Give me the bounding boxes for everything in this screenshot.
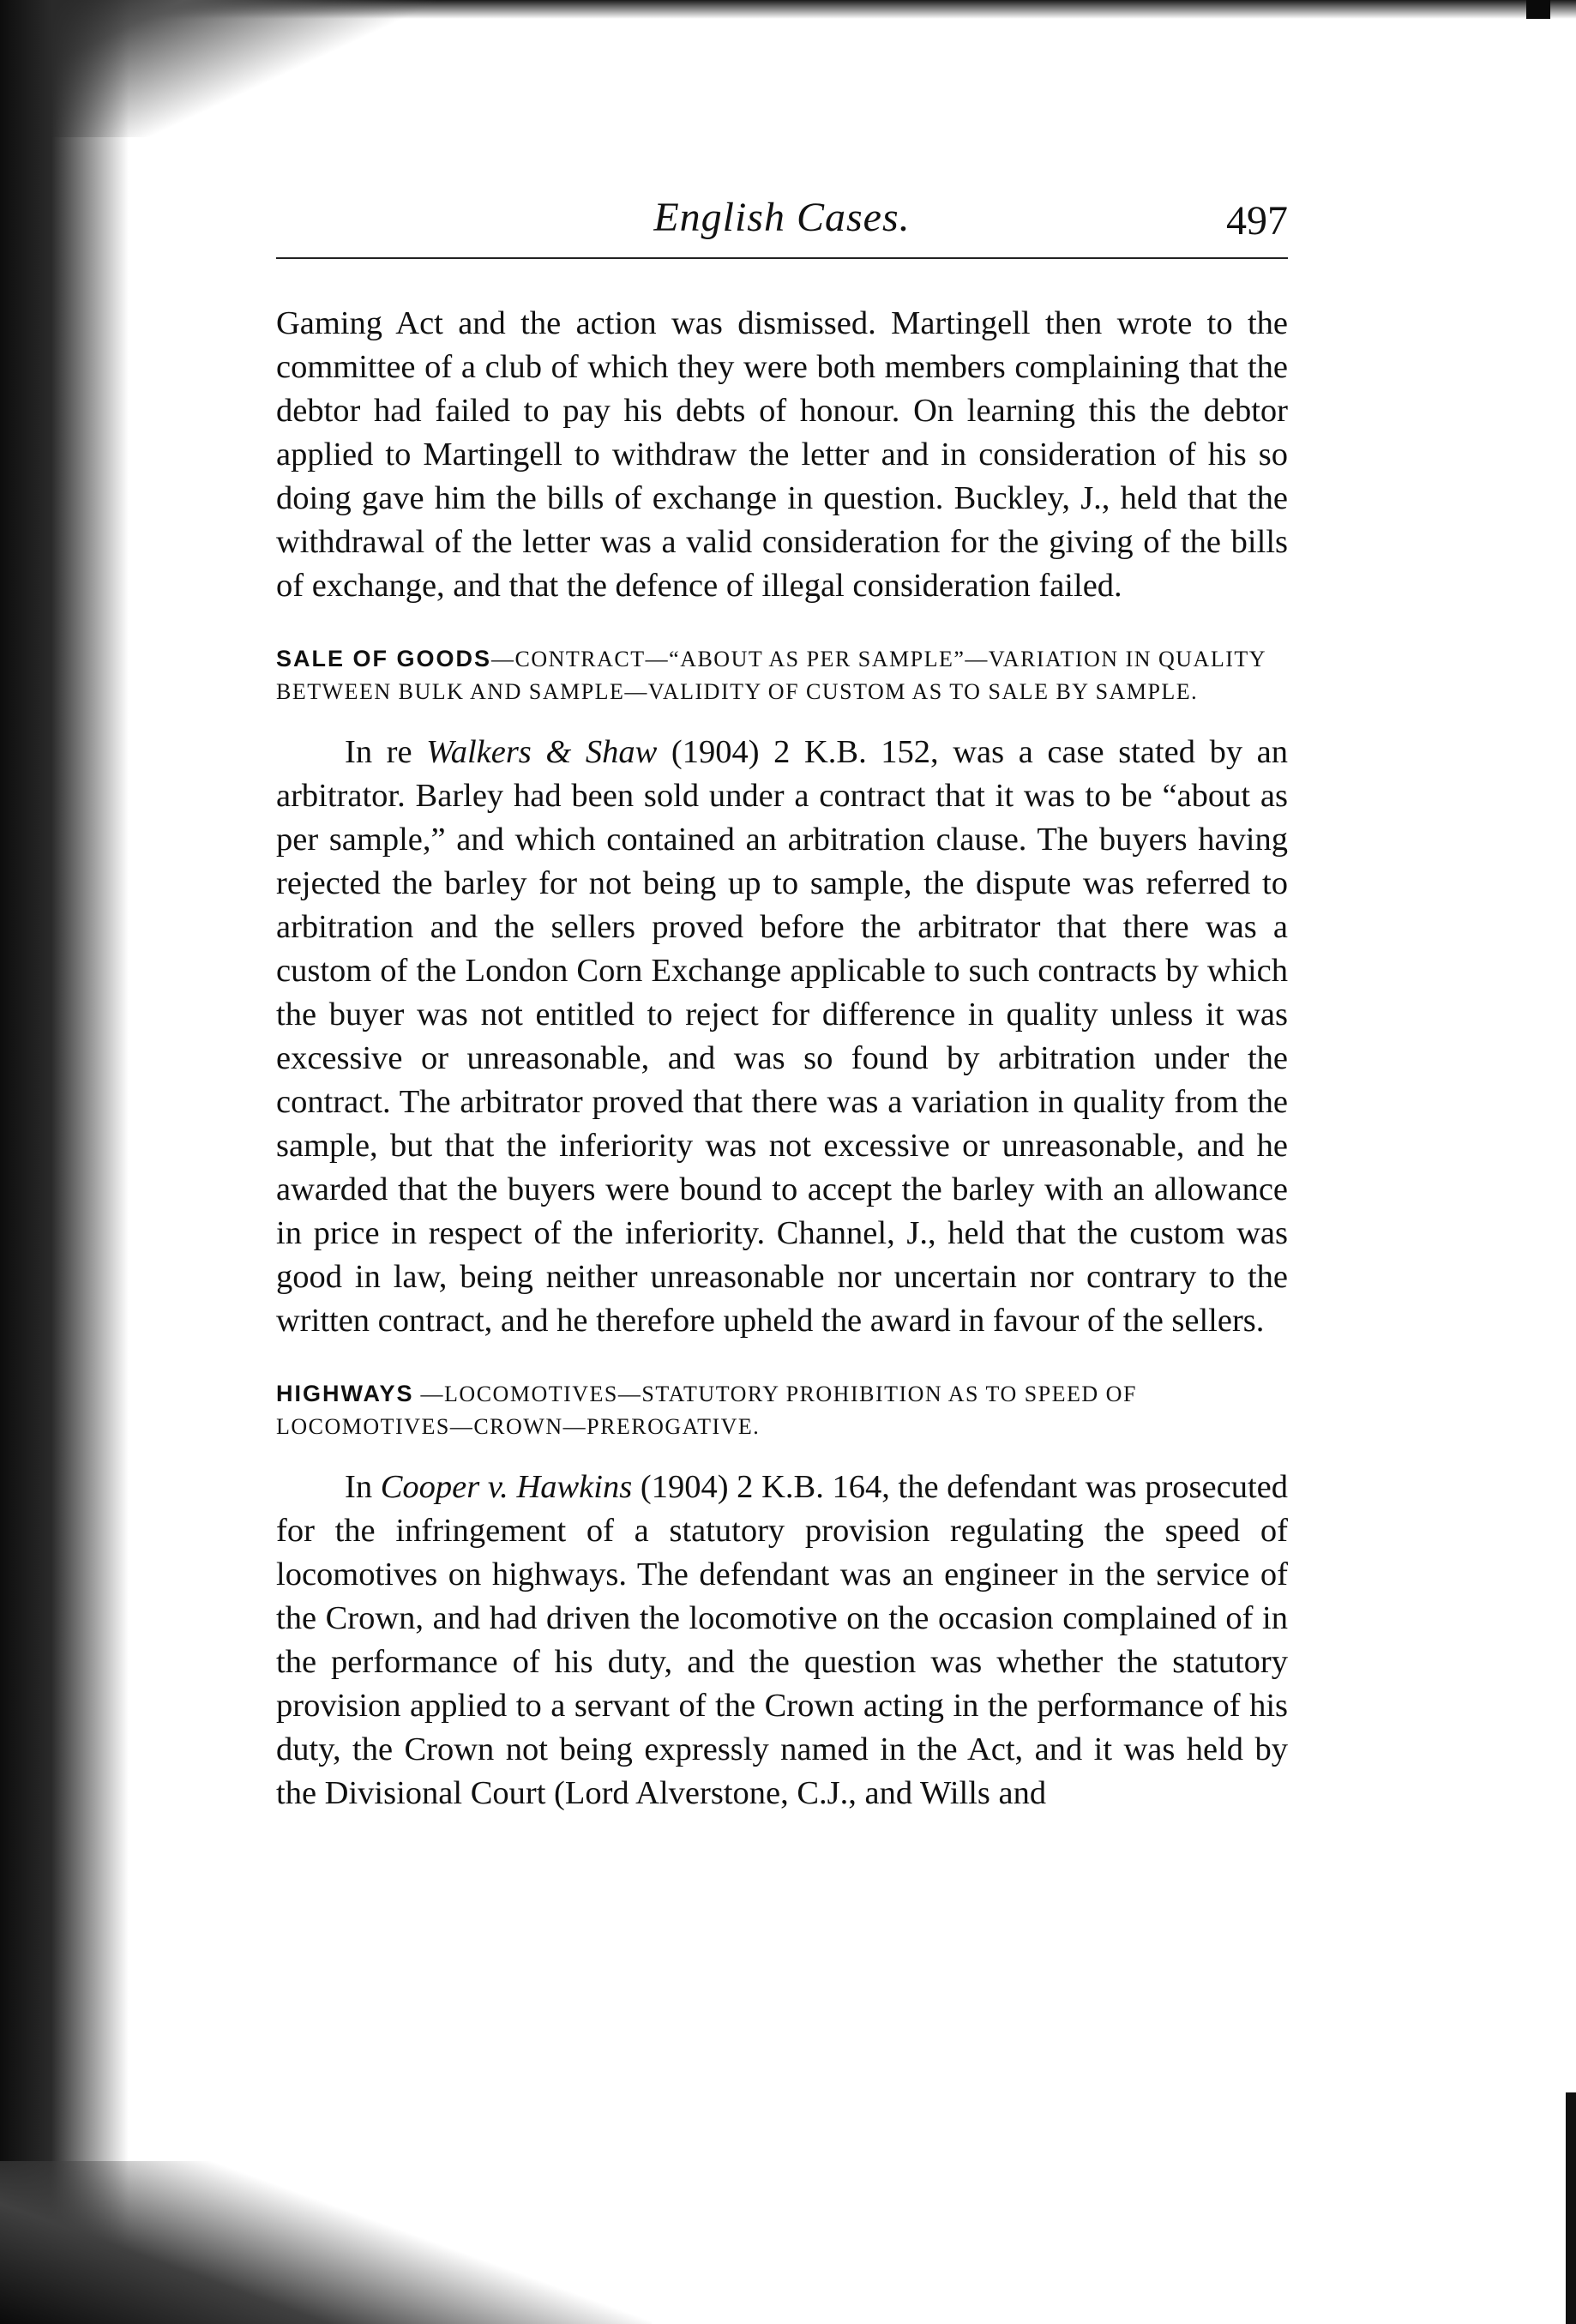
running-head xyxy=(276,172,1288,257)
scan-edge-left xyxy=(0,0,129,2324)
header-rule xyxy=(276,257,1288,259)
page-number: 497 xyxy=(1226,198,1288,244)
case-text: (1904) 2 K.B. 164, the defendant was prosecuted for the infringement of a statutory provision regulating the speed of locomotives on highways. The defendant was an engineer in the service of the Crown, and had driven the locomotive on the occasion complained of in the performance of his duty, and the question was whether the statutory provision applied to a servant of the Crown acting in the performance of his duty, the Crown not being expressly named in the Act, and it was held by the Divisional Court (Lord Alverstone, C.J., and Wills and xyxy=(276,1469,1288,1811)
section-heading-sale-of-goods xyxy=(276,642,1288,708)
section-topic: SALE OF GOODS xyxy=(276,646,492,671)
running-title: English Cases. xyxy=(653,195,911,240)
case-paragraph-highways xyxy=(276,1466,1288,1815)
case-prefix: In re xyxy=(345,734,427,770)
case-paragraph-sale-of-goods xyxy=(276,731,1288,1343)
section-detail: —LOCOMOTIVES—STATUTORY PROHIBITION AS TO SPEED OF LOCOMOTIVES—CROWN—PREROGATIVE. xyxy=(276,1382,1137,1439)
scan-edge-right-bottom xyxy=(1566,2092,1576,2324)
scan-edge-bottom xyxy=(0,2161,652,2324)
section-heading-highways xyxy=(276,1377,1288,1443)
section-topic: HIGHWAYS xyxy=(276,1381,414,1406)
section-detail: —CONTRACT—“ABOUT AS PER SAMPLE”—VARIATION IN QUALITY BETWEEN BULK AND SAMPLE—VALIDITY OF CUSTOM AS TO SALE BY SAMPLE. xyxy=(276,647,1266,704)
case-name: Walkers & Shaw xyxy=(426,734,658,770)
scan-edge-right-top xyxy=(1526,0,1550,19)
intro-paragraph: Gaming Act and the action was dismissed. Martingell then wrote to the committee of a club of which they were both members complaining that the debtor had failed to pay his debts of honour. On learning this the debtor applied to Martingell to withdraw the letter and in consideration of his so doing gave him the bills of exchange in question. Buckley, J., held that the withdrawal of the letter was a valid consideration for the giving of the bills of exchange, and that the defence of illegal consideration failed. xyxy=(276,305,1288,604)
case-text: (1904) 2 K.B. 152, was a case stated by an arbitrator. Barley had been sold under a contract that it was to be “about as per sample,” and which contained an arbitration clause. The buyers having rejected the barley for not being up to sample, the dispute was referred to arbitration and the sellers proved before the arbitrator that there was a custom of the London Corn Exchange applicable to such contracts by which the buyer was not entitled to reject for difference in quality unless it was excessive or unreasonable, and was so found by arbitration under the contract. The arbitrator proved that there was a variation in quality from the sample, but that the inferiority was not excessive or unreasonable, and he awarded that the buyers were bound to accept the barley with an allowance in price in respect of the inferiority. Channel, J., held that the custom was good in law, being neither unreasonable nor uncertain nor contrary to the written contract, and he therefore upheld the award in favour of the sellers. xyxy=(276,734,1288,1339)
book-page xyxy=(276,172,1288,1815)
case-name: Cooper v. Hawkins xyxy=(380,1469,633,1505)
case-prefix: In xyxy=(345,1469,381,1505)
